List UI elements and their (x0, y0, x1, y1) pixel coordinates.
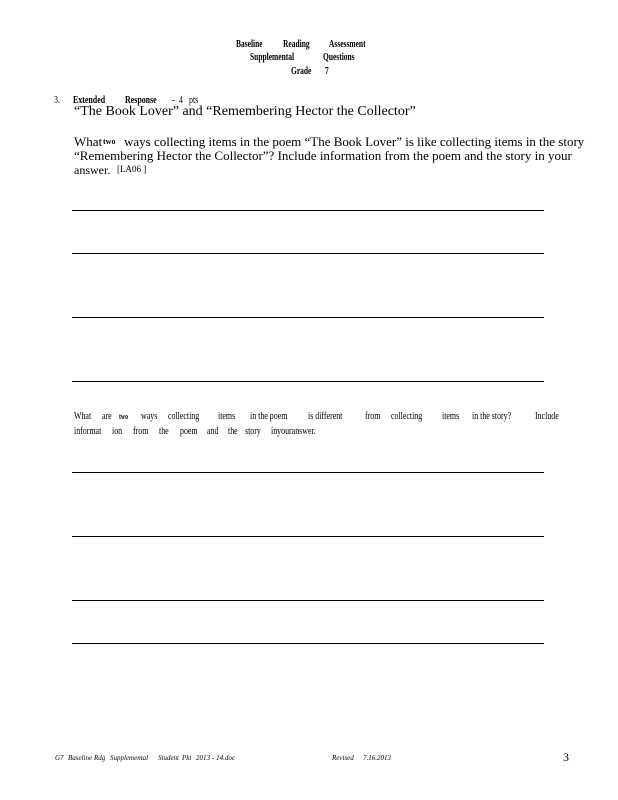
answer-line-2[interactable] (72, 253, 544, 254)
part2-word-two: two (119, 412, 128, 421)
part2-word-in-the-story: in the story? (472, 410, 512, 422)
footer-word-supplemental: Supplemental (110, 754, 149, 762)
part2-word-poem: poem (180, 425, 198, 437)
question-number: 3. (54, 94, 60, 106)
footer-word-g7: G7 (55, 754, 64, 762)
part2-word-from-2: from (133, 425, 149, 437)
part2-word-items-2: items (442, 410, 460, 422)
part2-word-collecting-2: collecting (391, 410, 423, 422)
header-word-grade-number: 7 (325, 65, 329, 77)
part2-word-and: and (207, 425, 219, 437)
part2-word-the: the (159, 425, 169, 437)
footer-word-baseline: Baseline (68, 754, 93, 762)
footer-word-rdg: Rdg (94, 754, 106, 762)
footer-word-filename-end: - 14.doc (212, 754, 235, 762)
part2-word-items: items (218, 410, 236, 422)
part2-word-include: Include (535, 410, 559, 422)
part2-word-the-2: the (228, 425, 238, 437)
answer-line-7[interactable] (72, 600, 544, 601)
header-word-baseline: Baseline (236, 38, 263, 50)
header-word-grade: Grade (291, 65, 312, 77)
passage-title: “The Book Lover” and “Remembering Hector the Collector” (74, 104, 416, 119)
footer-revised-date: 7.16.2013 (363, 754, 391, 762)
part1-word-what: What (74, 134, 103, 149)
part1-standard-code: [LA06 ] (117, 164, 147, 174)
part2-word-in-the-poem: in the poem (250, 410, 288, 422)
question-type-extended: Extended (73, 94, 106, 106)
header-word-questions: Questions (323, 51, 355, 63)
part2-word-ways: ways (141, 410, 158, 422)
part2-word-story: story (245, 425, 261, 437)
answer-line-5[interactable] (72, 472, 544, 473)
question-type-dash: - (172, 94, 175, 106)
footer-word-pkt: Pkt (182, 754, 192, 762)
part1-line1-rest: ways collecting items in the poem “The Book Lover” is like collecting items in the story (124, 134, 585, 149)
part2-word-are: are (102, 410, 112, 422)
part2-word-ion: ion (112, 425, 123, 437)
part1-word-answer: answer. (74, 163, 111, 177)
page-number: 3 (563, 750, 569, 764)
answer-line-3[interactable] (72, 317, 544, 318)
footer-word-student: Student (158, 754, 179, 762)
header-word-reading: Reading (283, 38, 310, 50)
part1-line2: “Remembering Hector the Collector”? Include information from the poem and the story in your (74, 148, 572, 163)
answer-line-1[interactable] (72, 210, 544, 211)
question-type-points: 4 (179, 94, 183, 106)
part1-word-two: two (103, 137, 116, 146)
part2-word-from: from (365, 410, 381, 422)
header-word-assessment: Assessment (329, 38, 366, 50)
answer-line-6[interactable] (72, 536, 544, 537)
footer-revised-label: Revised (332, 754, 354, 762)
part2-word-is-different: is different (308, 410, 343, 422)
part2-word-what: What (74, 410, 92, 422)
question-type-response: Response (125, 94, 157, 106)
part2-word-collecting: collecting (168, 410, 200, 422)
header-word-supplemental: Supplemental (250, 51, 295, 63)
question-type-pts: pts (189, 94, 199, 106)
answer-line-4[interactable] (72, 381, 544, 382)
footer-word-2013: 2013 (196, 754, 210, 762)
part2-word-inyouranswer: inyouranswer. (271, 425, 316, 437)
part2-word-informat: informat (74, 425, 102, 437)
answer-line-8[interactable] (72, 643, 544, 644)
